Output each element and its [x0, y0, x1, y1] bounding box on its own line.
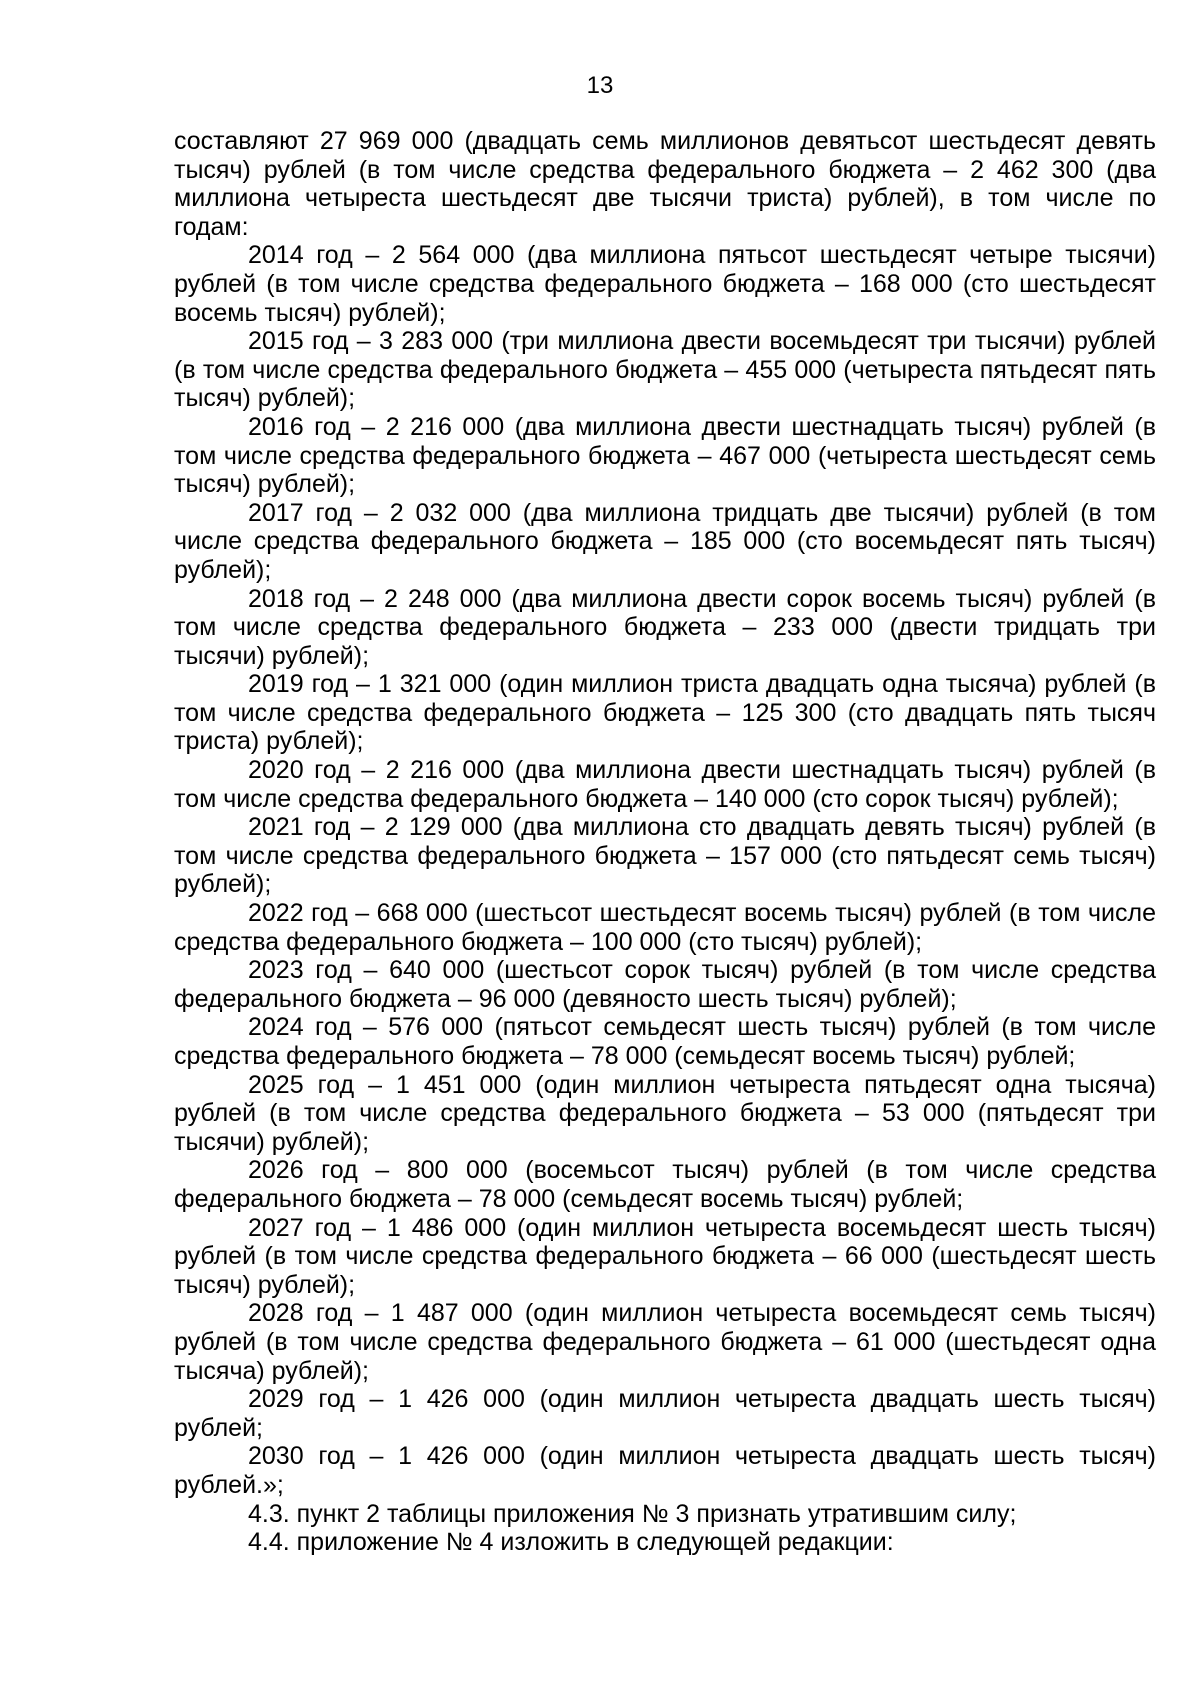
- paragraph-year-2018: 2018 год – 2 248 000 (два миллиона двести сорок восемь тысяч) рублей (в том числе средства федерального бюджета – 233 000 (двести тридцать три тысячи) рублей);: [174, 584, 1156, 670]
- paragraph-year-2016: 2016 год – 2 216 000 (два миллиона двести шестнадцать тысяч) рублей (в том числе средства федерального бюджета – 467 000 (четыреста шестьдесят семь тысяч) рублей);: [174, 412, 1156, 499]
- paragraph-year-2019: 2019 год – 1 321 000 (один миллион триста двадцать одна тысяча) рублей (в том числе средства федерального бюджета – 125 300 (сто двадцать пять тысяч триста) рублей);: [174, 670, 1156, 756]
- paragraph-year-2020: 2020 год – 2 216 000 (два миллиона двести шестнадцать тысяч) рублей (в том числе средства федерального бюджета – 140 000 (сто сорок тысяч) рублей);: [174, 756, 1156, 813]
- paragraph-year-2017: 2017 год – 2 032 000 (два миллиона тридцать две тысячи) рублей (в том числе средства федерального бюджета – 185 000 (сто восемьдесят пять тысяч) рублей);: [174, 498, 1156, 584]
- paragraph-year-2028: 2028 год – 1 487 000 (один миллион четыреста восемьдесят семь тысяч) рублей (в том числе средства федерального бюджета – 61 000 (шестьдесят одна тысяча) рублей);: [174, 1299, 1156, 1385]
- paragraph-year-2014: 2014 год – 2 564 000 (два миллиона пятьсот шестьдесят четыре тысячи) рублей (в том числе средства федерального бюджета – 168 000 (сто шестьдесят восемь тысяч) рублей);: [174, 241, 1156, 327]
- paragraph-year-2026: 2026 год – 800 000 (восемьсот тысяч) рублей (в том числе средства федерального бюджета – 78 000 (семьдесят восемь тысяч) рублей;: [174, 1156, 1156, 1213]
- paragraph-year-2025: 2025 год – 1 451 000 (один миллион четыреста пятьдесят одна тысяча) рублей (в том числе средства федерального бюджета – 53 000 (пятьдесят три тысячи) рублей);: [174, 1070, 1156, 1156]
- paragraph-year-2015: 2015 год – 3 283 000 (три миллиона двести восемьдесят три тысячи) рублей (в том числе средства федерального бюджета – 455 000 (четыреста пятьдесят пять тысяч) рублей);: [174, 327, 1156, 413]
- paragraph-year-2027: 2027 год – 1 486 000 (один миллион четыреста восемьдесят шесть тысяч) рублей (в том числе средства федерального бюджета – 66 000 (шестьдесят шесть тысяч) рублей);: [174, 1213, 1156, 1299]
- paragraph-year-2024: 2024 год – 576 000 (пятьсот семьдесят шесть тысяч) рублей (в том числе средства федерального бюджета – 78 000 (семьдесят восемь тысяч) рублей;: [174, 1013, 1156, 1070]
- page-number: 13: [586, 72, 614, 99]
- paragraph-year-2023: 2023 год – 640 000 (шестьсот сорок тысяч) рублей (в том числе средства федерального бюджета – 96 000 (девяносто шесть тысяч) рублей);: [174, 956, 1156, 1013]
- paragraph-item-4-4: 4.4. приложение № 4 изложить в следующей редакции:: [248, 1528, 894, 1557]
- paragraph-year-2022: 2022 год – 668 000 (шестьсот шестьдесят восемь тысяч) рублей (в том числе средства федерального бюджета – 100 000 (сто тысяч) рублей);: [174, 899, 1156, 956]
- document-body: [174, 127, 1156, 1557]
- paragraph-year-2030: 2030 год – 1 426 000 (один миллион четыреста двадцать шесть тысяч) рублей.»;: [174, 1442, 1156, 1499]
- paragraph-year-2021: 2021 год – 2 129 000 (два миллиона сто двадцать девять тысяч) рублей (в том числе средства федерального бюджета – 157 000 (сто пятьдесят семь тысяч) рублей);: [174, 813, 1156, 899]
- paragraph-year-2029: 2029 год – 1 426 000 (один миллион четыреста двадцать шесть тысяч) рублей;: [174, 1385, 1156, 1442]
- paragraph-item-4-3: 4.3. пункт 2 таблицы приложения № 3 признать утратившим силу;: [248, 1499, 1017, 1528]
- paragraph-intro: составляют 27 969 000 (двадцать семь миллионов девятьсот шестьдесят девять тысяч) рублей (в том числе средства федерального бюджета – 2 462 300 (два миллиона четыреста шестьдесят две тысячи триста) рублей), в том числе по годам:: [174, 127, 1156, 241]
